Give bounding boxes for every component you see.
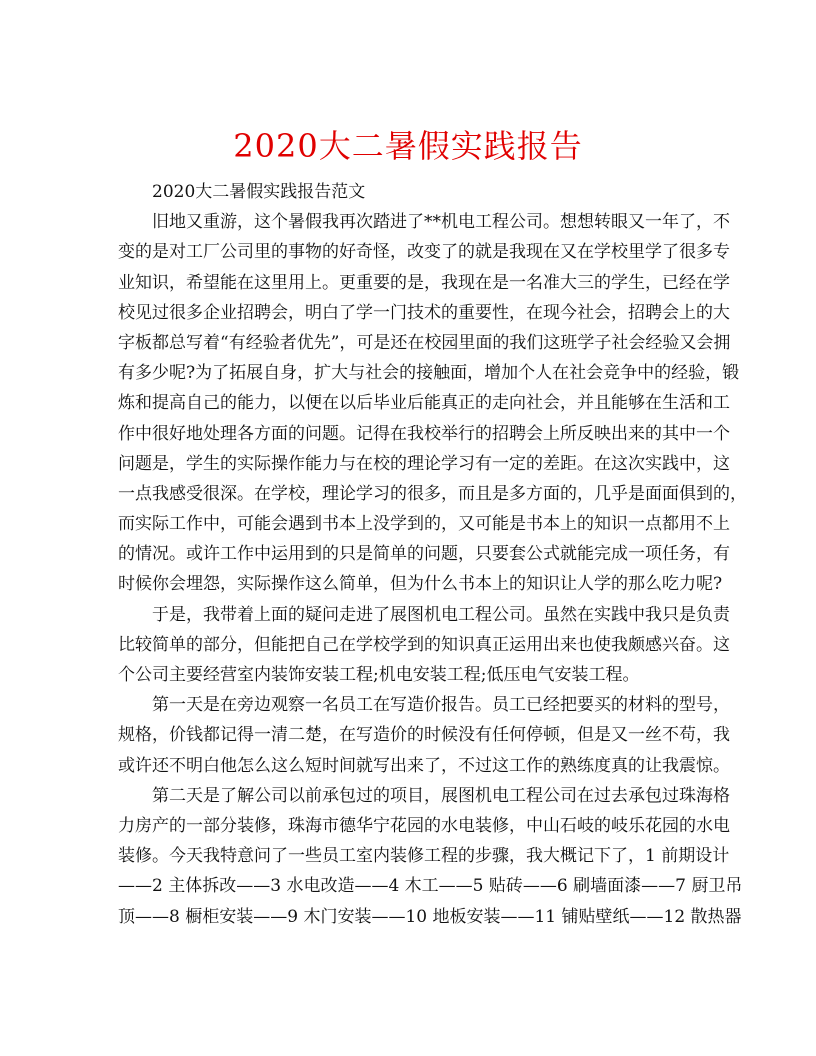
document-body: [118, 177, 747, 932]
text-line: 字板都总写着“有经验者优先”，可是还在校园里面的我们这班学子社会经验又会拥: [118, 332, 731, 353]
text-line: 比较简单的部分，但能把自己在学校学到的知识真正运用出来也使我颇感兴奋。这: [118, 634, 730, 655]
text-line: 2020大二暑假实践报告范文: [152, 182, 366, 202]
text-line: 第二天是了解公司以前承包过的项目，展图机电工程公司在过去承包过珠海格: [152, 785, 730, 806]
text-line: 而实际工作中，可能会遇到书本上没学到的，又可能是书本上的知识一点都用不上: [118, 514, 730, 535]
text-line: 作中很好地处理各方面的问题。记得在我校举行的招聘会上所反映出来的其中一个: [118, 423, 730, 444]
text-line: 于是，我带着上面的疑问走进了展图机电工程公司。虽然在实践中我只是负责: [152, 604, 730, 625]
document-title: 2020大二暑假实践报告: [233, 127, 583, 166]
text-line: 时候你会埋怨，实际操作这么简单，但为什么书本上的知识让人学的那么吃力呢?: [118, 574, 723, 595]
text-line: ——2 主体拆改——3 水电改造——4 木工——5 贴砖——6 刷墙面漆——7 厨卫吊: [118, 876, 743, 897]
text-line: 业知识，希望能在这里用上。更重要的是，我现在是一名准大三的学生，已经在学: [118, 272, 730, 293]
text-line: 问题是，学生的实际操作能力与在校的理论学习有一定的差距。在这次实践中，这: [118, 453, 730, 474]
text-line: 一点我感受很深。在学校，理论学习的很多，而且是多方面的，几乎是面面俱到的，: [118, 483, 747, 504]
text-line: 装修。今天我特意问了一些员工室内装修工程的步骤，我大概记下了，1 前期设计: [118, 846, 730, 867]
text-line: 校见过很多企业招聘会，明白了学一门技术的重要性，在现今社会，招聘会上的大: [118, 302, 730, 323]
text-line: 或许还不明白他怎么这么短时间就写出来了，不过这工作的熟练度真的让我震惊。: [118, 755, 730, 776]
text-line: 的情况。或许工作中运用到的只是简单的问题，只要套公式就能完成一项任务，有: [118, 544, 730, 565]
text-line: 个公司主要经营室内装饰安装工程;机电安装工程;低压电气安装工程。: [118, 665, 640, 685]
text-line: 规格，价钱都记得一清二楚，在写造价的时候没有任何停顿，但是又一丝不苟，我: [118, 725, 730, 746]
text-line: 顶——8 橱柜安装——9 木门安装——10 地板安装——11 铺贴壁纸——12 散热器: [118, 906, 742, 927]
text-line: 旧地又重游，这个暑假我再次踏进了**机电工程公司。想想转眼又一年了，不: [152, 212, 730, 233]
text-line: 炼和提高自己的能力，以便在以后毕业后能真正的走向社会，并且能够在生活和工: [118, 393, 730, 414]
text-line: 力房产的一部分装修，珠海市德华宁花园的水电装修，中山石岐的岐乐花园的水电: [118, 815, 730, 836]
text-line: 变的是对工厂公司里的事物的好奇怪，改变了的就是我现在又在学校里学了很多专: [118, 242, 730, 263]
text-line: 第一天是在旁边观察一名员工在写造价报告。员工已经把要买的材料的型号，: [152, 695, 730, 716]
text-line: 有多少呢?为了拓展自身，扩大与社会的接触面，增加个人在社会竞争中的经验，锻: [118, 363, 740, 384]
